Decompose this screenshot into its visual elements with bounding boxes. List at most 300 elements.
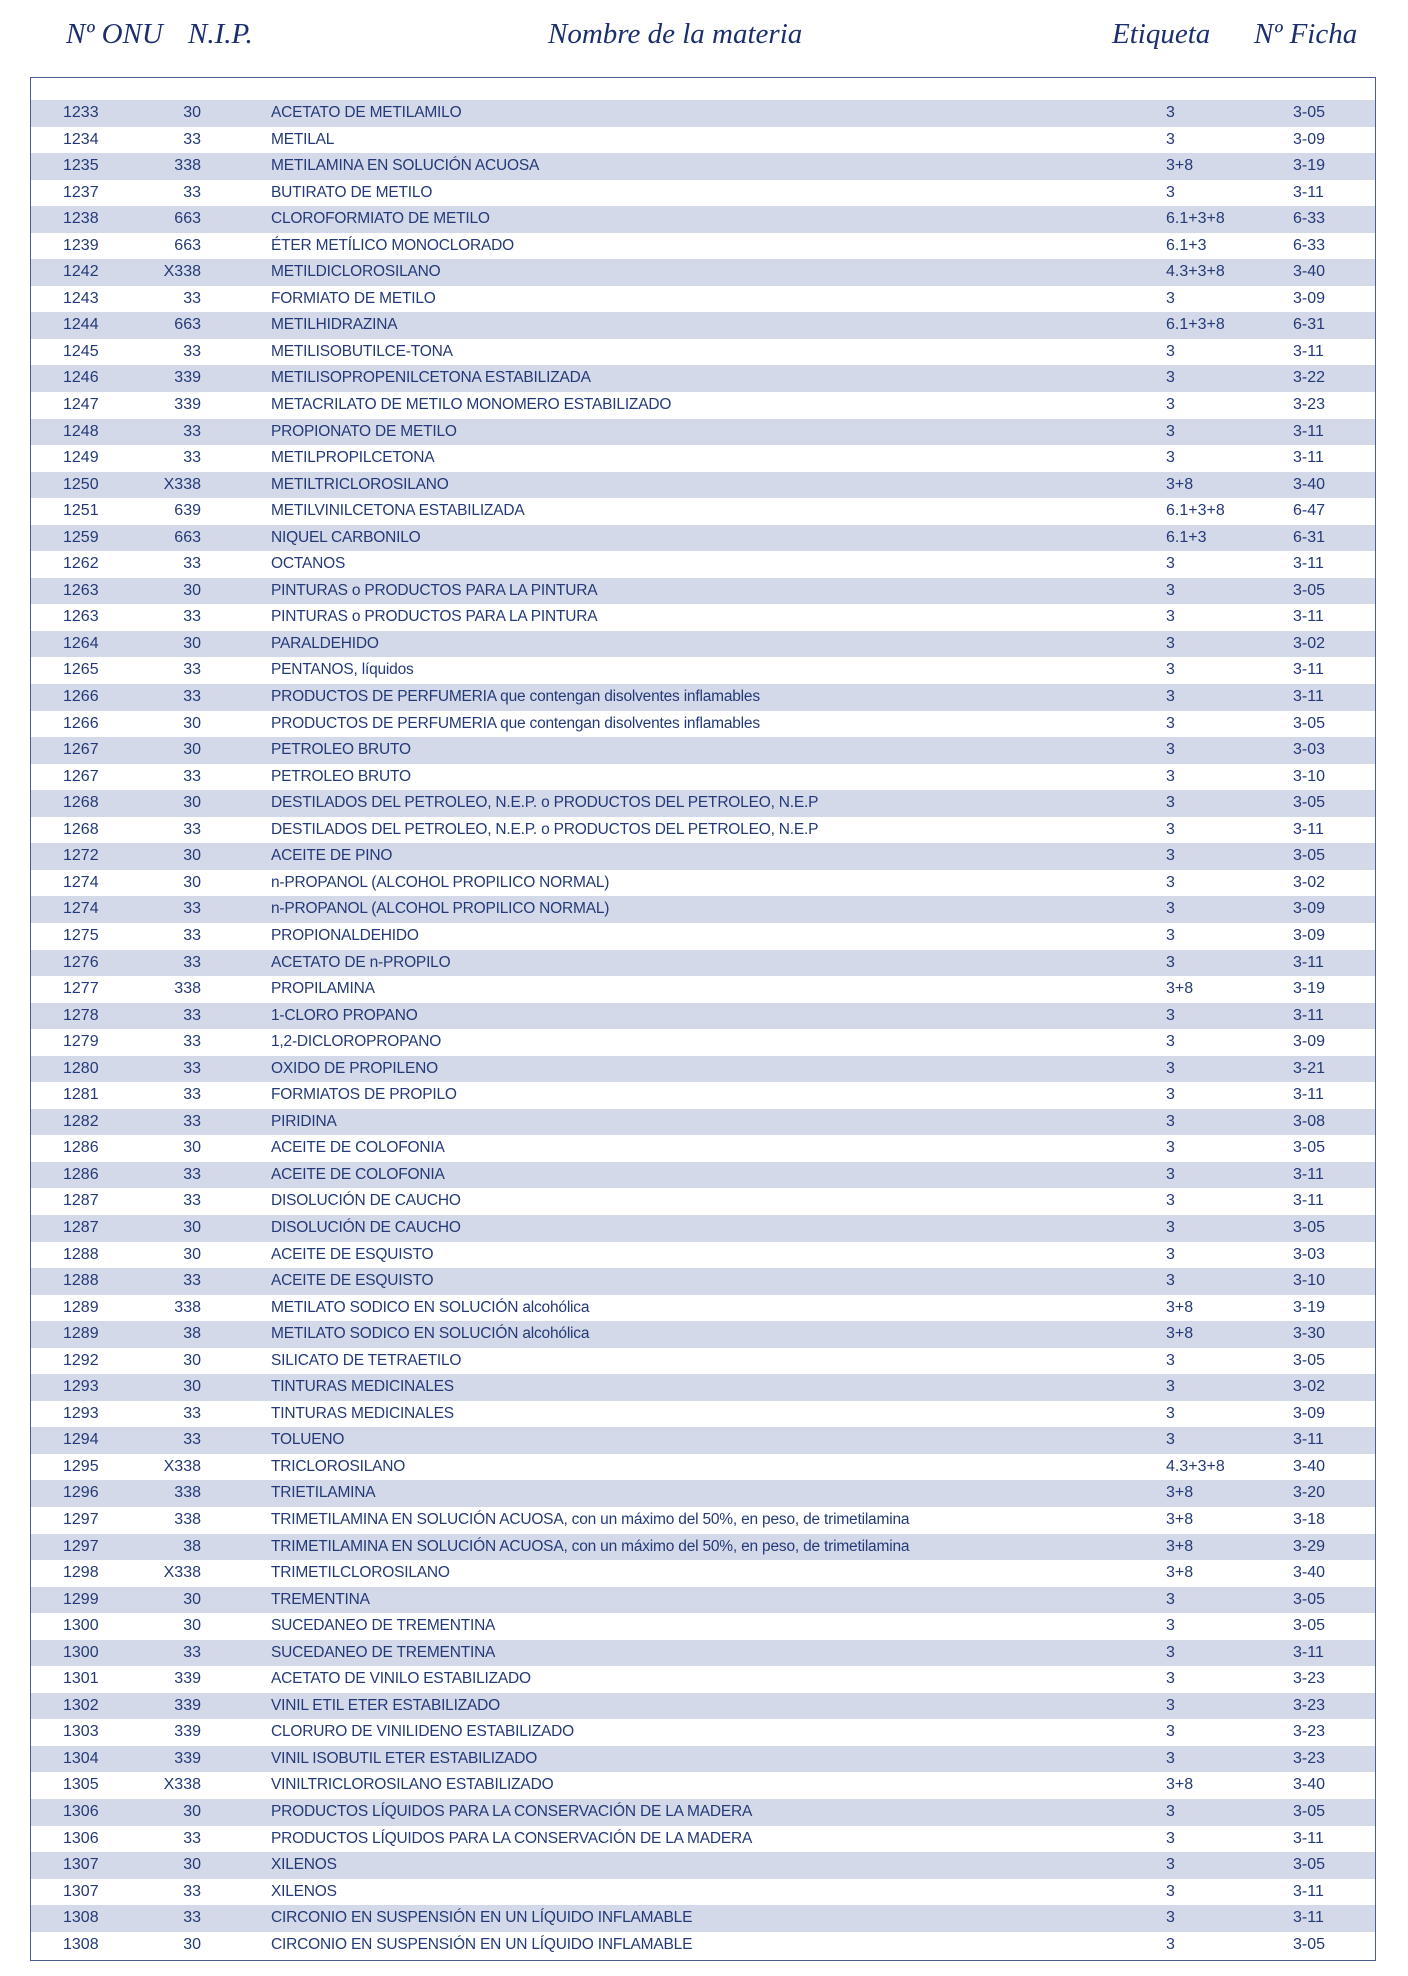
table-row — [31, 1879, 1375, 1906]
header-nombre: Nombre de la materia — [548, 18, 803, 50]
cell-onu: 1295 — [63, 1457, 99, 1475]
cell-nombre: ACEITE DE ESQUISTO — [271, 1272, 434, 1290]
cell-onu: 1238 — [63, 210, 99, 228]
table-row — [31, 1003, 1375, 1030]
cell-nombre: METILVINILCETONA ESTABILIZADA — [271, 502, 525, 520]
cell-nip: 33 — [183, 449, 201, 467]
cell-onu: 1294 — [63, 1431, 99, 1449]
cell-nip: 30 — [183, 794, 201, 812]
cell-etiqueta: 3 — [1166, 820, 1175, 838]
cell-onu: 1305 — [63, 1776, 99, 1794]
table-row — [31, 1719, 1375, 1746]
cell-ficha: 3-11 — [1293, 1829, 1324, 1847]
cell-onu: 1300 — [63, 1643, 99, 1661]
cell-etiqueta: 3 — [1166, 422, 1175, 440]
cell-onu: 1281 — [63, 1086, 99, 1104]
cell-ficha: 3-23 — [1293, 1670, 1326, 1688]
table-row — [31, 1348, 1375, 1375]
cell-nip: 38 — [183, 1537, 201, 1555]
table-row — [31, 498, 1375, 525]
cell-ficha: 3-09 — [1293, 1404, 1326, 1422]
cell-ficha: 3-09 — [1293, 289, 1326, 307]
cell-nombre: TINTURAS MEDICINALES — [271, 1404, 454, 1422]
cell-nombre: METILPROPILCETONA — [271, 449, 435, 467]
cell-nombre: CLORURO DE VINILIDENO ESTABILIZADO — [271, 1723, 574, 1741]
cell-etiqueta: 3 — [1166, 1670, 1175, 1688]
table-row — [31, 950, 1375, 977]
cell-nombre: VINILTRICLOROSILANO ESTABILIZADO — [271, 1776, 554, 1794]
cell-nombre: DESTILADOS DEL PETROLEO, N.E.P. o PRODUCTOS DEL PETROLEO, N.E.P — [271, 794, 819, 812]
cell-onu: 1276 — [63, 953, 99, 971]
cell-onu: 1263 — [63, 608, 99, 626]
cell-ficha: 3-18 — [1293, 1510, 1326, 1528]
cell-nip: 33 — [183, 342, 201, 360]
cell-etiqueta: 3 — [1166, 688, 1175, 706]
cell-etiqueta: 3 — [1166, 1856, 1175, 1874]
table-header — [0, 14, 1408, 62]
cell-onu: 1235 — [63, 157, 99, 175]
table-frame — [30, 77, 1376, 1961]
cell-nip: 33 — [183, 1006, 201, 1024]
cell-etiqueta: 3+8 — [1166, 1325, 1194, 1343]
table-row — [31, 153, 1375, 180]
cell-nombre: METACRILATO DE METILO MONOMERO ESTABILIZADO — [271, 396, 672, 414]
cell-etiqueta: 3 — [1166, 873, 1175, 891]
table-row — [31, 233, 1375, 260]
cell-onu: 1268 — [63, 794, 99, 812]
table-row — [31, 525, 1375, 552]
cell-etiqueta: 3 — [1166, 794, 1175, 812]
cell-etiqueta: 3 — [1166, 767, 1175, 785]
cell-etiqueta: 3 — [1166, 953, 1175, 971]
cell-ficha: 3-05 — [1293, 1935, 1326, 1953]
cell-etiqueta: 3 — [1166, 1723, 1175, 1741]
cell-nombre: PARALDEHIDO — [271, 634, 379, 652]
cell-onu: 1266 — [63, 714, 99, 732]
cell-onu: 1272 — [63, 847, 99, 865]
header-ficha: Nº Ficha — [1254, 18, 1358, 50]
cell-nombre: TRIETILAMINA — [271, 1484, 376, 1502]
cell-nip: 339 — [174, 369, 201, 387]
cell-ficha: 3-02 — [1293, 873, 1326, 891]
cell-etiqueta: 3 — [1166, 1351, 1175, 1369]
cell-ficha: 3-19 — [1293, 980, 1326, 998]
cell-etiqueta: 3 — [1166, 1590, 1175, 1608]
table-row — [31, 843, 1375, 870]
table-row — [31, 870, 1375, 897]
cell-onu: 1267 — [63, 767, 99, 785]
cell-onu: 1297 — [63, 1510, 99, 1528]
cell-ficha: 3-11 — [1293, 1431, 1324, 1449]
table-row — [31, 1799, 1375, 1826]
cell-ficha: 3-21 — [1293, 1059, 1326, 1077]
cell-nombre: CIRCONIO EN SUSPENSIÓN EN UN LÍQUIDO INFLAMABLE — [271, 1909, 693, 1927]
cell-nombre: DESTILADOS DEL PETROLEO, N.E.P. o PRODUCTOS DEL PETROLEO, N.E.P — [271, 820, 819, 838]
cell-onu: 1282 — [63, 1112, 99, 1130]
cell-onu: 1297 — [63, 1537, 99, 1555]
cell-nombre: TRIMETILAMINA EN SOLUCIÓN ACUOSA, con un máximo del 50%, en peso, de trimetilamina — [271, 1537, 910, 1555]
cell-ficha: 3-10 — [1293, 1272, 1326, 1290]
cell-nip: 33 — [183, 820, 201, 838]
cell-nombre: FORMIATOS DE PROPILO — [271, 1086, 457, 1104]
cell-nip: 33 — [183, 1643, 201, 1661]
table-row — [31, 604, 1375, 631]
cell-ficha: 3-11 — [1293, 661, 1324, 679]
cell-nip: 338 — [174, 1298, 201, 1316]
cell-nip: 639 — [174, 502, 201, 520]
cell-onu: 1247 — [63, 396, 99, 414]
cell-onu: 1288 — [63, 1272, 99, 1290]
cell-ficha: 3-11 — [1293, 1086, 1324, 1104]
cell-ficha: 3-11 — [1293, 820, 1324, 838]
cell-onu: 1301 — [63, 1670, 99, 1688]
cell-onu: 1239 — [63, 236, 99, 254]
cell-nombre: DISOLUCIÓN DE CAUCHO — [271, 1192, 461, 1210]
cell-etiqueta: 3 — [1166, 714, 1175, 732]
cell-onu: 1263 — [63, 581, 99, 599]
cell-onu: 1245 — [63, 342, 99, 360]
table-row — [31, 657, 1375, 684]
cell-etiqueta: 3 — [1166, 289, 1175, 307]
cell-etiqueta: 3 — [1166, 1431, 1175, 1449]
cell-etiqueta: 3+8 — [1166, 1484, 1194, 1502]
cell-onu: 1306 — [63, 1803, 99, 1820]
cell-nombre: TRIMETILAMINA EN SOLUCIÓN ACUOSA, con un máximo del 50%, en peso, de trimetilamina — [271, 1510, 910, 1528]
table-row — [31, 1666, 1375, 1693]
table-row — [31, 1454, 1375, 1481]
cell-etiqueta: 3 — [1166, 900, 1175, 918]
cell-nip: 30 — [183, 1590, 201, 1608]
cell-ficha: 3-03 — [1293, 741, 1326, 759]
cell-onu: 1262 — [63, 555, 99, 573]
table-row — [31, 127, 1375, 154]
cell-ficha: 3-05 — [1293, 794, 1326, 812]
table-row — [31, 1772, 1375, 1799]
cell-etiqueta: 3 — [1166, 1882, 1175, 1900]
cell-ficha: 3-05 — [1293, 1803, 1326, 1820]
table-row — [31, 1215, 1375, 1242]
cell-onu: 1251 — [63, 502, 99, 520]
cell-onu: 1288 — [63, 1245, 99, 1263]
cell-nombre: DISOLUCIÓN DE CAUCHO — [271, 1218, 461, 1236]
cell-onu: 1242 — [63, 263, 99, 281]
cell-ficha: 3-23 — [1293, 1696, 1326, 1714]
cell-nombre: VINIL ETIL ETER ESTABILIZADO — [271, 1696, 500, 1714]
table-row — [31, 976, 1375, 1003]
cell-etiqueta: 3 — [1166, 1935, 1175, 1953]
cell-nip: 30 — [183, 1617, 201, 1635]
cell-etiqueta: 3 — [1166, 1404, 1175, 1422]
cell-nip: 33 — [183, 422, 201, 440]
cell-nombre: CIRCONIO EN SUSPENSIÓN EN UN LÍQUIDO INFLAMABLE — [271, 1935, 693, 1953]
cell-nombre: XILENOS — [271, 1856, 337, 1874]
cell-ficha: 3-11 — [1293, 1882, 1324, 1900]
cell-etiqueta: 3 — [1166, 449, 1175, 467]
cell-onu: 1275 — [63, 926, 99, 944]
cell-ficha: 3-29 — [1293, 1537, 1326, 1555]
table-row — [31, 1852, 1375, 1879]
cell-ficha: 3-11 — [1293, 1006, 1324, 1024]
cell-onu: 1292 — [63, 1351, 99, 1369]
cell-onu: 1307 — [63, 1882, 99, 1900]
cell-etiqueta: 3+8 — [1166, 475, 1194, 493]
cell-nip: 339 — [174, 1723, 201, 1741]
cell-etiqueta: 3 — [1166, 1006, 1175, 1024]
cell-ficha: 3-30 — [1293, 1325, 1326, 1343]
cell-nombre: PROPIONATO DE METILO — [271, 422, 457, 440]
cell-nip: 33 — [183, 1829, 201, 1847]
cell-nombre: PETROLEO BRUTO — [271, 767, 411, 785]
cell-onu: 1302 — [63, 1696, 99, 1714]
cell-etiqueta: 3 — [1166, 926, 1175, 944]
cell-onu: 1259 — [63, 528, 99, 546]
table-row — [31, 578, 1375, 605]
cell-etiqueta: 3 — [1166, 1245, 1175, 1263]
cell-ficha: 6-31 — [1293, 528, 1326, 546]
cell-etiqueta: 3 — [1166, 1192, 1175, 1210]
cell-nombre: OCTANOS — [271, 555, 346, 573]
cell-nombre: METILATO SODICO EN SOLUCIÓN alcohólica — [271, 1325, 590, 1343]
cell-onu: 1246 — [63, 369, 99, 387]
cell-nip: 30 — [183, 581, 201, 599]
cell-ficha: 3-05 — [1293, 1590, 1326, 1608]
cell-nip: 33 — [183, 1882, 201, 1900]
cell-etiqueta: 3 — [1166, 741, 1175, 759]
cell-ficha: 3-11 — [1293, 449, 1324, 467]
cell-nip: 30 — [183, 741, 201, 759]
cell-nip: X338 — [163, 263, 201, 281]
table-row — [31, 1162, 1375, 1189]
table-row — [31, 1188, 1375, 1215]
cell-nip: 339 — [174, 1749, 201, 1767]
cell-onu: 1300 — [63, 1617, 99, 1635]
cell-onu: 1289 — [63, 1298, 99, 1316]
cell-nip: 38 — [183, 1325, 201, 1343]
cell-onu: 1306 — [63, 1829, 99, 1847]
cell-nip: 33 — [183, 1059, 201, 1077]
cell-ficha: 3-11 — [1293, 183, 1324, 201]
cell-etiqueta: 3+8 — [1166, 157, 1194, 175]
cell-ficha: 3-19 — [1293, 1298, 1326, 1316]
table-row — [31, 1693, 1375, 1720]
cell-nip: 33 — [183, 130, 201, 148]
cell-onu: 1233 — [63, 104, 99, 121]
cell-etiqueta: 3 — [1166, 1643, 1175, 1661]
table-row — [31, 1321, 1375, 1348]
cell-etiqueta: 3+8 — [1166, 1776, 1194, 1794]
cell-etiqueta: 3 — [1166, 1218, 1175, 1236]
cell-ficha: 3-40 — [1293, 1564, 1326, 1582]
table-row — [31, 1534, 1375, 1561]
cell-ficha: 3-03 — [1293, 1245, 1326, 1263]
cell-nip: 30 — [183, 1803, 201, 1820]
cell-nombre: METILHIDRAZINA — [271, 316, 398, 334]
cell-ficha: 3-05 — [1293, 714, 1326, 732]
cell-ficha: 3-40 — [1293, 263, 1326, 281]
cell-etiqueta: 3 — [1166, 1272, 1175, 1290]
cell-nombre: SUCEDANEO DE TREMENTINA — [271, 1617, 496, 1635]
table-row — [31, 1401, 1375, 1428]
cell-nombre: PROPILAMINA — [271, 980, 375, 998]
table-row — [31, 1560, 1375, 1587]
cell-onu: 1243 — [63, 289, 99, 307]
cell-nombre: PINTURAS o PRODUCTOS PARA LA PINTURA — [271, 608, 598, 626]
cell-nombre: CLOROFORMIATO DE METILO — [271, 210, 490, 228]
cell-ficha: 3-11 — [1293, 555, 1324, 573]
table-row — [31, 551, 1375, 578]
cell-onu: 1267 — [63, 741, 99, 759]
cell-etiqueta: 3 — [1166, 130, 1175, 148]
cell-etiqueta: 3 — [1166, 1165, 1175, 1183]
table-row — [31, 206, 1375, 233]
cell-nombre: ACETATO DE VINILO ESTABILIZADO — [271, 1670, 531, 1688]
cell-nombre: METILATO SODICO EN SOLUCIÓN alcohólica — [271, 1298, 590, 1316]
cell-nombre: PIRIDINA — [271, 1112, 337, 1130]
cell-etiqueta: 6.1+3 — [1166, 236, 1207, 254]
cell-nombre: PINTURAS o PRODUCTOS PARA LA PINTURA — [271, 581, 598, 599]
cell-nombre: METILDICLOROSILANO — [271, 263, 441, 281]
cell-etiqueta: 4.3+3+8 — [1166, 1457, 1225, 1475]
table-row — [31, 286, 1375, 313]
cell-nip: 33 — [183, 1033, 201, 1051]
cell-onu: 1277 — [63, 980, 99, 998]
table-row — [31, 631, 1375, 658]
cell-nombre: ÉTER METÍLICO MONOCLORADO — [271, 236, 515, 254]
cell-ficha: 3-11 — [1293, 688, 1324, 706]
cell-ficha: 3-22 — [1293, 369, 1326, 387]
cell-nombre: METILTRICLOROSILANO — [271, 475, 449, 493]
cell-nombre: METILISOBUTILCE-TONA — [271, 342, 453, 360]
table-body — [31, 100, 1375, 1958]
cell-nip: X338 — [163, 1457, 201, 1475]
table-row — [31, 896, 1375, 923]
cell-nip: 339 — [174, 396, 201, 414]
cell-ficha: 3-11 — [1293, 1165, 1324, 1183]
cell-ficha: 6-31 — [1293, 316, 1326, 334]
cell-etiqueta: 3 — [1166, 1378, 1175, 1396]
table-row — [31, 1268, 1375, 1295]
cell-nombre: OXIDO DE PROPILENO — [271, 1059, 438, 1077]
cell-onu: 1264 — [63, 634, 99, 652]
cell-nip: 33 — [183, 900, 201, 918]
cell-etiqueta: 3 — [1166, 1696, 1175, 1714]
table-row — [31, 684, 1375, 711]
table-row — [31, 1029, 1375, 1056]
cell-etiqueta: 3 — [1166, 555, 1175, 573]
table-row — [31, 1374, 1375, 1401]
cell-ficha: 3-23 — [1293, 396, 1326, 414]
cell-etiqueta: 3 — [1166, 369, 1175, 387]
cell-ficha: 3-09 — [1293, 1033, 1326, 1051]
cell-onu: 1298 — [63, 1564, 99, 1582]
cell-ficha: 3-05 — [1293, 581, 1326, 599]
cell-onu: 1237 — [63, 183, 99, 201]
cell-onu: 1244 — [63, 316, 99, 334]
cell-onu: 1248 — [63, 422, 99, 440]
cell-ficha: 3-40 — [1293, 475, 1326, 493]
table-row — [31, 1427, 1375, 1454]
cell-nombre: FORMIATO DE METILO — [271, 289, 436, 307]
cell-onu: 1266 — [63, 688, 99, 706]
cell-nip: 338 — [174, 1510, 201, 1528]
cell-ficha: 3-11 — [1293, 608, 1324, 626]
cell-nombre: SUCEDANEO DE TREMENTINA — [271, 1643, 496, 1661]
cell-onu: 1293 — [63, 1378, 99, 1396]
cell-etiqueta: 3 — [1166, 342, 1175, 360]
header-etiqueta: Etiqueta — [1112, 18, 1211, 50]
cell-nombre: PRODUCTOS LÍQUIDOS PARA LA CONSERVACIÓN DE LA MADERA — [271, 1829, 753, 1847]
cell-nip: 33 — [183, 1431, 201, 1449]
cell-nip: 30 — [183, 634, 201, 652]
cell-nombre: n-PROPANOL (ALCOHOL PROPILICO NORMAL) — [271, 873, 610, 891]
cell-onu: 1289 — [63, 1325, 99, 1343]
cell-nip: 33 — [183, 661, 201, 679]
cell-nombre: ACETATO DE METILAMILO — [271, 104, 462, 121]
cell-etiqueta: 3 — [1166, 104, 1175, 121]
cell-nombre: NIQUEL CARBONILO — [271, 528, 421, 546]
cell-nip: 30 — [183, 1351, 201, 1369]
cell-ficha: 3-08 — [1293, 1112, 1326, 1130]
cell-nombre: PETROLEO BRUTO — [271, 741, 411, 759]
cell-onu: 1250 — [63, 475, 99, 493]
cell-etiqueta: 6.1+3+8 — [1166, 502, 1225, 520]
cell-nombre: TRIMETILCLOROSILANO — [271, 1564, 450, 1582]
cell-ficha: 3-20 — [1293, 1484, 1326, 1502]
table-row — [31, 445, 1375, 472]
cell-nip: 338 — [174, 1484, 201, 1502]
cell-ficha: 3-40 — [1293, 1776, 1326, 1794]
table-row — [31, 1082, 1375, 1109]
cell-nip: 663 — [174, 236, 201, 254]
table-row — [31, 923, 1375, 950]
table-row — [31, 1640, 1375, 1667]
table-row — [31, 472, 1375, 499]
cell-onu: 1299 — [63, 1590, 99, 1608]
cell-nip: 33 — [183, 1272, 201, 1290]
table-row — [31, 1480, 1375, 1507]
cell-onu: 1303 — [63, 1723, 99, 1741]
cell-nombre: XILENOS — [271, 1882, 337, 1900]
cell-nip: 663 — [174, 210, 201, 228]
cell-nip: 33 — [183, 555, 201, 573]
cell-onu: 1286 — [63, 1165, 99, 1183]
cell-nip: 33 — [183, 767, 201, 785]
cell-etiqueta: 3+8 — [1166, 1510, 1194, 1528]
cell-nombre: BUTIRATO DE METILO — [271, 183, 433, 201]
table-row — [31, 1242, 1375, 1269]
table-row — [31, 817, 1375, 844]
cell-nip: 663 — [174, 316, 201, 334]
table-row — [31, 1932, 1375, 1959]
cell-ficha: 3-40 — [1293, 1457, 1326, 1475]
cell-onu: 1279 — [63, 1033, 99, 1051]
cell-nip: 30 — [183, 1856, 201, 1874]
cell-nip: 338 — [174, 157, 201, 175]
table-row — [31, 1613, 1375, 1640]
cell-etiqueta: 3+8 — [1166, 1564, 1194, 1582]
cell-nip: 339 — [174, 1696, 201, 1714]
cell-ficha: 3-05 — [1293, 1218, 1326, 1236]
cell-ficha: 3-23 — [1293, 1749, 1326, 1767]
cell-nip: 30 — [183, 1139, 201, 1157]
cell-onu: 1296 — [63, 1484, 99, 1502]
cell-onu: 1307 — [63, 1856, 99, 1874]
table-row — [31, 419, 1375, 446]
cell-ficha: 3-05 — [1293, 1351, 1326, 1369]
table-row — [31, 1826, 1375, 1853]
cell-etiqueta: 3 — [1166, 396, 1175, 414]
cell-onu: 1274 — [63, 873, 99, 891]
